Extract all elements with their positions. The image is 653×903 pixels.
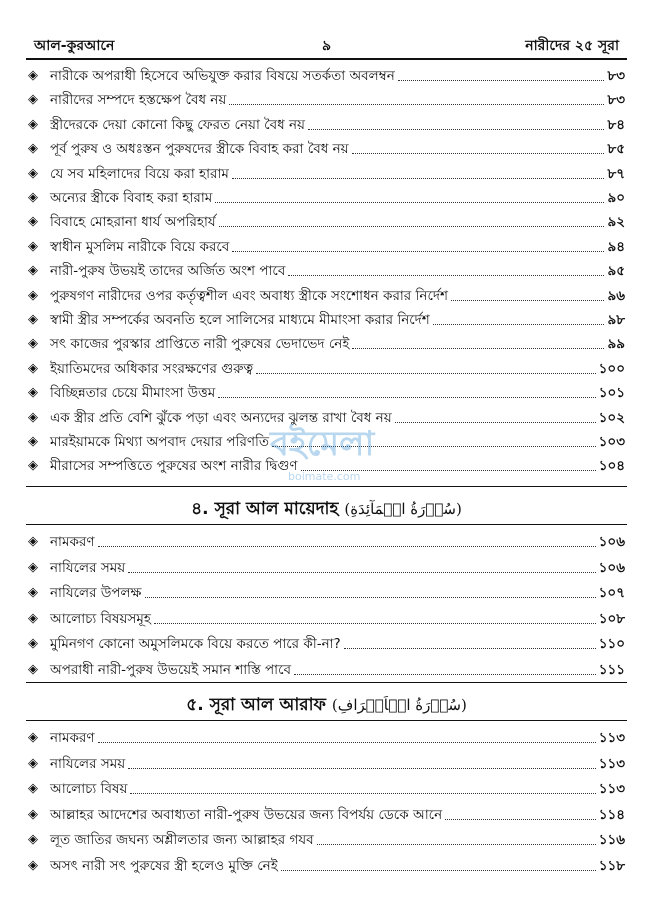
diamond-bullet-icon: ◈ <box>28 585 38 600</box>
dot-leader <box>232 178 605 179</box>
toc-entry <box>26 579 627 603</box>
toc-entry-page: ১০১ <box>598 385 625 402</box>
toc-entry-title: যে সব মহিলাদের বিয়ে করা হারাম <box>50 165 229 182</box>
diamond-bullet-icon: ◈ <box>28 263 38 279</box>
diamond-bullet-icon: ◈ <box>28 534 38 549</box>
toc-entry-page: ৯০ <box>607 190 625 206</box>
toc-entry-title: আল্লাহর আদেশের অবাধ্যতা নারী-পুরুষ উভয়ের জন্য বিপর্যয় ডেকে আনে <box>50 806 443 823</box>
toc-entry-title: বিচ্ছিন্নতার চেয়ে মীমাংসা উত্তম <box>50 385 216 402</box>
diamond-bullet-icon: ◈ <box>28 190 38 205</box>
diamond-bullet-icon: ◈ <box>28 116 38 132</box>
toc-entry <box>26 306 627 330</box>
section-heading-araf <box>26 692 627 720</box>
toc-entry-title: অসৎ নারী সৎ পুরুষের স্ত্রী হলেও মুক্তি নেই <box>50 857 278 874</box>
toc-entry <box>26 528 627 552</box>
dot-leader <box>308 129 604 130</box>
toc-entry-title: স্বামী স্ত্রীর সম্পর্কের অবনতি হলে সালিসের মাধ্যমে মীমাংসা করার নির্দেশ <box>50 312 430 328</box>
toc-entry <box>26 111 627 135</box>
dot-leader <box>154 623 596 624</box>
diamond-bullet-icon: ◈ <box>28 360 38 376</box>
header-book-title: নারীদের ২৫ সূরা <box>525 38 619 54</box>
toc-entry-title: পূর্ব পুরুষ ও অধঃস্তন পুরুষদের স্ত্রীকে বিবাহ করা বৈধ নয় <box>50 141 349 158</box>
toc-entry-title: আলোচ্য বিষয় <box>50 781 128 797</box>
dot-leader <box>445 819 596 820</box>
toc-entry <box>26 86 627 110</box>
dot-leader <box>229 104 604 105</box>
diamond-bullet-icon: ◈ <box>28 214 38 230</box>
toc-entry-page: ১০৭ <box>598 585 625 601</box>
toc-entry-page: ৯৫ <box>607 263 625 280</box>
toc-entry-page: ১০৪ <box>598 458 625 475</box>
toc-entry <box>26 852 627 876</box>
toc-entry <box>26 724 627 748</box>
watermark-text: বইমেলা <box>270 424 375 464</box>
toc-entry-page: ১০৬ <box>598 559 625 576</box>
diamond-bullet-icon: ◈ <box>28 661 38 677</box>
toc-entry-page: ১০২ <box>598 409 625 426</box>
header-divider <box>26 58 627 60</box>
toc-entry <box>26 282 627 306</box>
toc-entry <box>26 160 627 184</box>
toc-entry-title: নামকরণ <box>50 730 95 746</box>
toc-entry-page: ৯৮ <box>607 312 625 328</box>
diamond-bullet-icon: ◈ <box>28 559 38 575</box>
diamond-bullet-icon: ◈ <box>28 832 38 847</box>
toc-entry-page: ৯৪ <box>607 238 625 255</box>
toc-entry-page: ৮৫ <box>607 141 625 158</box>
toc-entry <box>26 208 627 232</box>
toc-entry <box>26 554 627 578</box>
header-page-number: ৯ <box>321 38 332 54</box>
dot-leader <box>281 870 596 871</box>
toc-entry-title: লূত জাতির জঘন্য অশ্লীলতার জন্য আল্লাহর গযব <box>50 832 314 848</box>
toc-entry-title: নাযিলের উপলক্ষ <box>50 585 142 601</box>
toc-entry-page: ১০০ <box>598 360 625 377</box>
toc-entry-page: ১০৩ <box>598 434 625 450</box>
toc-entry-title: অপরাধী নারী-পুরুষ উভয়েই সমান শাস্তি পাবে <box>50 661 292 678</box>
toc-entry-title: ইয়াতিমদের অধিকার সংরক্ষণের গুরুত্ব <box>50 360 254 377</box>
toc-entry-title: স্বাধীন মুসলিম নারীকে বিয়ে করবে <box>50 238 230 255</box>
toc-entry-title: অন্যের স্ত্রীকে বিবাহ করা হারাম <box>50 190 213 206</box>
diamond-bullet-icon: ◈ <box>28 409 38 425</box>
toc-entry-title: আলোচ্য বিষয়সমূহ <box>50 610 151 627</box>
toc-entry-page: ৮৪ <box>607 116 625 133</box>
section-title: ৫. সূরা আল আরাফ <box>186 695 326 715</box>
dot-leader <box>395 422 596 423</box>
dot-leader <box>451 300 605 301</box>
toc-entry-page: ১১৩ <box>598 781 625 797</box>
toc-entry <box>26 605 627 629</box>
watermark-logo <box>260 418 400 488</box>
toc-entry <box>26 184 627 208</box>
dot-leader <box>128 768 596 769</box>
toc-entry <box>26 750 627 774</box>
toc-entry <box>26 801 627 825</box>
toc-entry-title: পুরুষগণ নারীদের ওপর কর্তৃত্বশীল এবং অবাধ্য স্ত্রীকে সংশোধন করার নির্দেশ <box>50 287 448 304</box>
toc-entry-page: ১০৬ <box>598 534 625 550</box>
toc-entry-page: ১১৩ <box>598 730 625 746</box>
diamond-bullet-icon: ◈ <box>28 385 38 401</box>
diamond-bullet-icon: ◈ <box>28 165 38 181</box>
section-divider-bottom <box>26 720 627 721</box>
toc-entry-page: ১১৮ <box>598 857 625 874</box>
toc-entry-page: ৮৭ <box>607 165 625 182</box>
dot-leader <box>130 793 595 794</box>
dot-leader <box>98 742 596 743</box>
diamond-bullet-icon: ◈ <box>28 781 38 796</box>
diamond-bullet-icon: ◈ <box>28 68 38 83</box>
toc-entry-page: ১১০ <box>598 636 625 652</box>
section-arabic-title: (سُوۡرَةُ الۡمَآئِدَةِ) <box>344 500 462 518</box>
toc-entry-page: ১০৮ <box>598 610 625 627</box>
diamond-bullet-icon: ◈ <box>28 610 38 626</box>
diamond-bullet-icon: ◈ <box>28 730 38 745</box>
toc-entry-title: সৎ কাজের পুরস্কার প্রাপ্তিতে নারী পুরুষের ভেদাভেদ নেই <box>50 336 350 353</box>
diamond-bullet-icon: ◈ <box>28 806 38 822</box>
section-arabic-title: (سُوۡرَةُ الۡاَعۡرَافِ) <box>331 696 467 714</box>
toc-entry-page: ১১৩ <box>598 755 625 772</box>
section-heading-maidah <box>26 496 627 524</box>
toc-entry-page: ৯২ <box>607 214 625 231</box>
diamond-bullet-icon: ◈ <box>28 238 38 254</box>
dot-leader <box>317 844 596 845</box>
diamond-bullet-icon: ◈ <box>28 336 38 352</box>
toc-entry-page: ৯৬ <box>607 287 625 304</box>
dot-leader <box>344 648 596 649</box>
dot-leader <box>145 597 596 598</box>
diamond-bullet-icon: ◈ <box>28 434 38 449</box>
toc-entry-title: মারইয়ামকে মিথ্যা অপবাদ দেয়ার পরিণতি <box>50 434 270 450</box>
dot-leader <box>218 397 595 398</box>
dot-leader <box>433 324 605 325</box>
dot-leader <box>352 153 605 154</box>
toc-entry-page: ৮৩ <box>607 92 625 109</box>
toc-entry-title: মুমিনগণ কোনো অমুসলিমকে বিয়ে করতে পারে কী-না? <box>50 636 341 652</box>
diamond-bullet-icon: ◈ <box>28 312 38 327</box>
dot-leader <box>288 275 604 276</box>
toc-entry-title: মীরাসের সম্পত্তিতে পুরুষের অংশ নারীর দ্বিগুণ <box>50 458 298 475</box>
dot-leader <box>352 348 604 349</box>
toc-entry-title: নাযিলের সময় <box>50 755 126 772</box>
toc-entry-title: স্ত্রীদেরকে দেয়া কোনো কিছু ফেরত নেয়া বৈধ নয় <box>50 116 306 133</box>
dot-leader <box>232 251 604 252</box>
toc-entry <box>26 233 627 257</box>
diamond-bullet-icon: ◈ <box>28 458 38 474</box>
diamond-bullet-icon: ◈ <box>28 636 38 651</box>
toc-entry-page: ৯৯ <box>607 336 625 353</box>
toc-entry <box>26 775 627 799</box>
dot-leader <box>98 546 596 547</box>
dot-leader <box>398 80 605 81</box>
header-book-part: আল-কুরআনে <box>34 38 115 54</box>
toc-entry-page: ১১৬ <box>598 832 625 848</box>
dot-leader <box>294 674 596 675</box>
section-divider-bottom <box>26 524 627 525</box>
toc-entry <box>26 630 627 654</box>
toc-entry <box>26 330 627 354</box>
toc-entry-page: ৮৩ <box>607 68 625 84</box>
toc-entry <box>26 826 627 850</box>
toc-entry <box>26 656 627 680</box>
section-title: ৪. সূরা আল মায়েদাহ <box>191 499 339 519</box>
dot-leader <box>256 373 596 374</box>
dot-leader <box>219 226 605 227</box>
toc-entry-title: বিবাহে মোহরানা ধার্য অপরিহার্য <box>50 214 216 231</box>
toc-entry-title: নারীদের সম্পদে হস্তক্ষেপ বৈধ নয় <box>50 92 227 109</box>
toc-entry <box>26 355 627 379</box>
toc-entry-page: ১১১ <box>598 661 625 678</box>
diamond-bullet-icon: ◈ <box>28 141 38 157</box>
toc-entry-title: নারীকে অপরাধী হিসেবে অভিযুক্ত করার বিষয়ে সতর্কতা অবলম্বন <box>50 68 395 84</box>
diamond-bullet-icon: ◈ <box>28 857 38 873</box>
toc-entry-page: ১১৪ <box>598 806 625 823</box>
page-header <box>26 30 627 56</box>
toc-entry <box>26 135 627 159</box>
toc-entry-title: নারী-পুরুষ উভয়ই তাদের অর্জিত অংশ পাবে <box>50 263 286 280</box>
diamond-bullet-icon: ◈ <box>28 755 38 771</box>
dot-leader <box>128 572 595 573</box>
dot-leader <box>215 202 604 203</box>
toc-entry <box>26 257 627 281</box>
toc-entry-title: এক স্ত্রীর প্রতি বেশি ঝুঁকে পড়া এবং অন্যদের ঝুলন্ত রাখা বৈধ নয় <box>50 409 392 426</box>
section-divider-top <box>26 682 627 683</box>
toc-entry <box>26 62 627 86</box>
diamond-bullet-icon: ◈ <box>28 287 38 303</box>
diamond-bullet-icon: ◈ <box>28 92 38 108</box>
toc-entry-title: নামকরণ <box>50 534 95 550</box>
toc-entry <box>26 379 627 403</box>
watermark-url: boimate.com <box>288 470 361 483</box>
toc-entry-title: নাযিলের সময় <box>50 559 126 576</box>
